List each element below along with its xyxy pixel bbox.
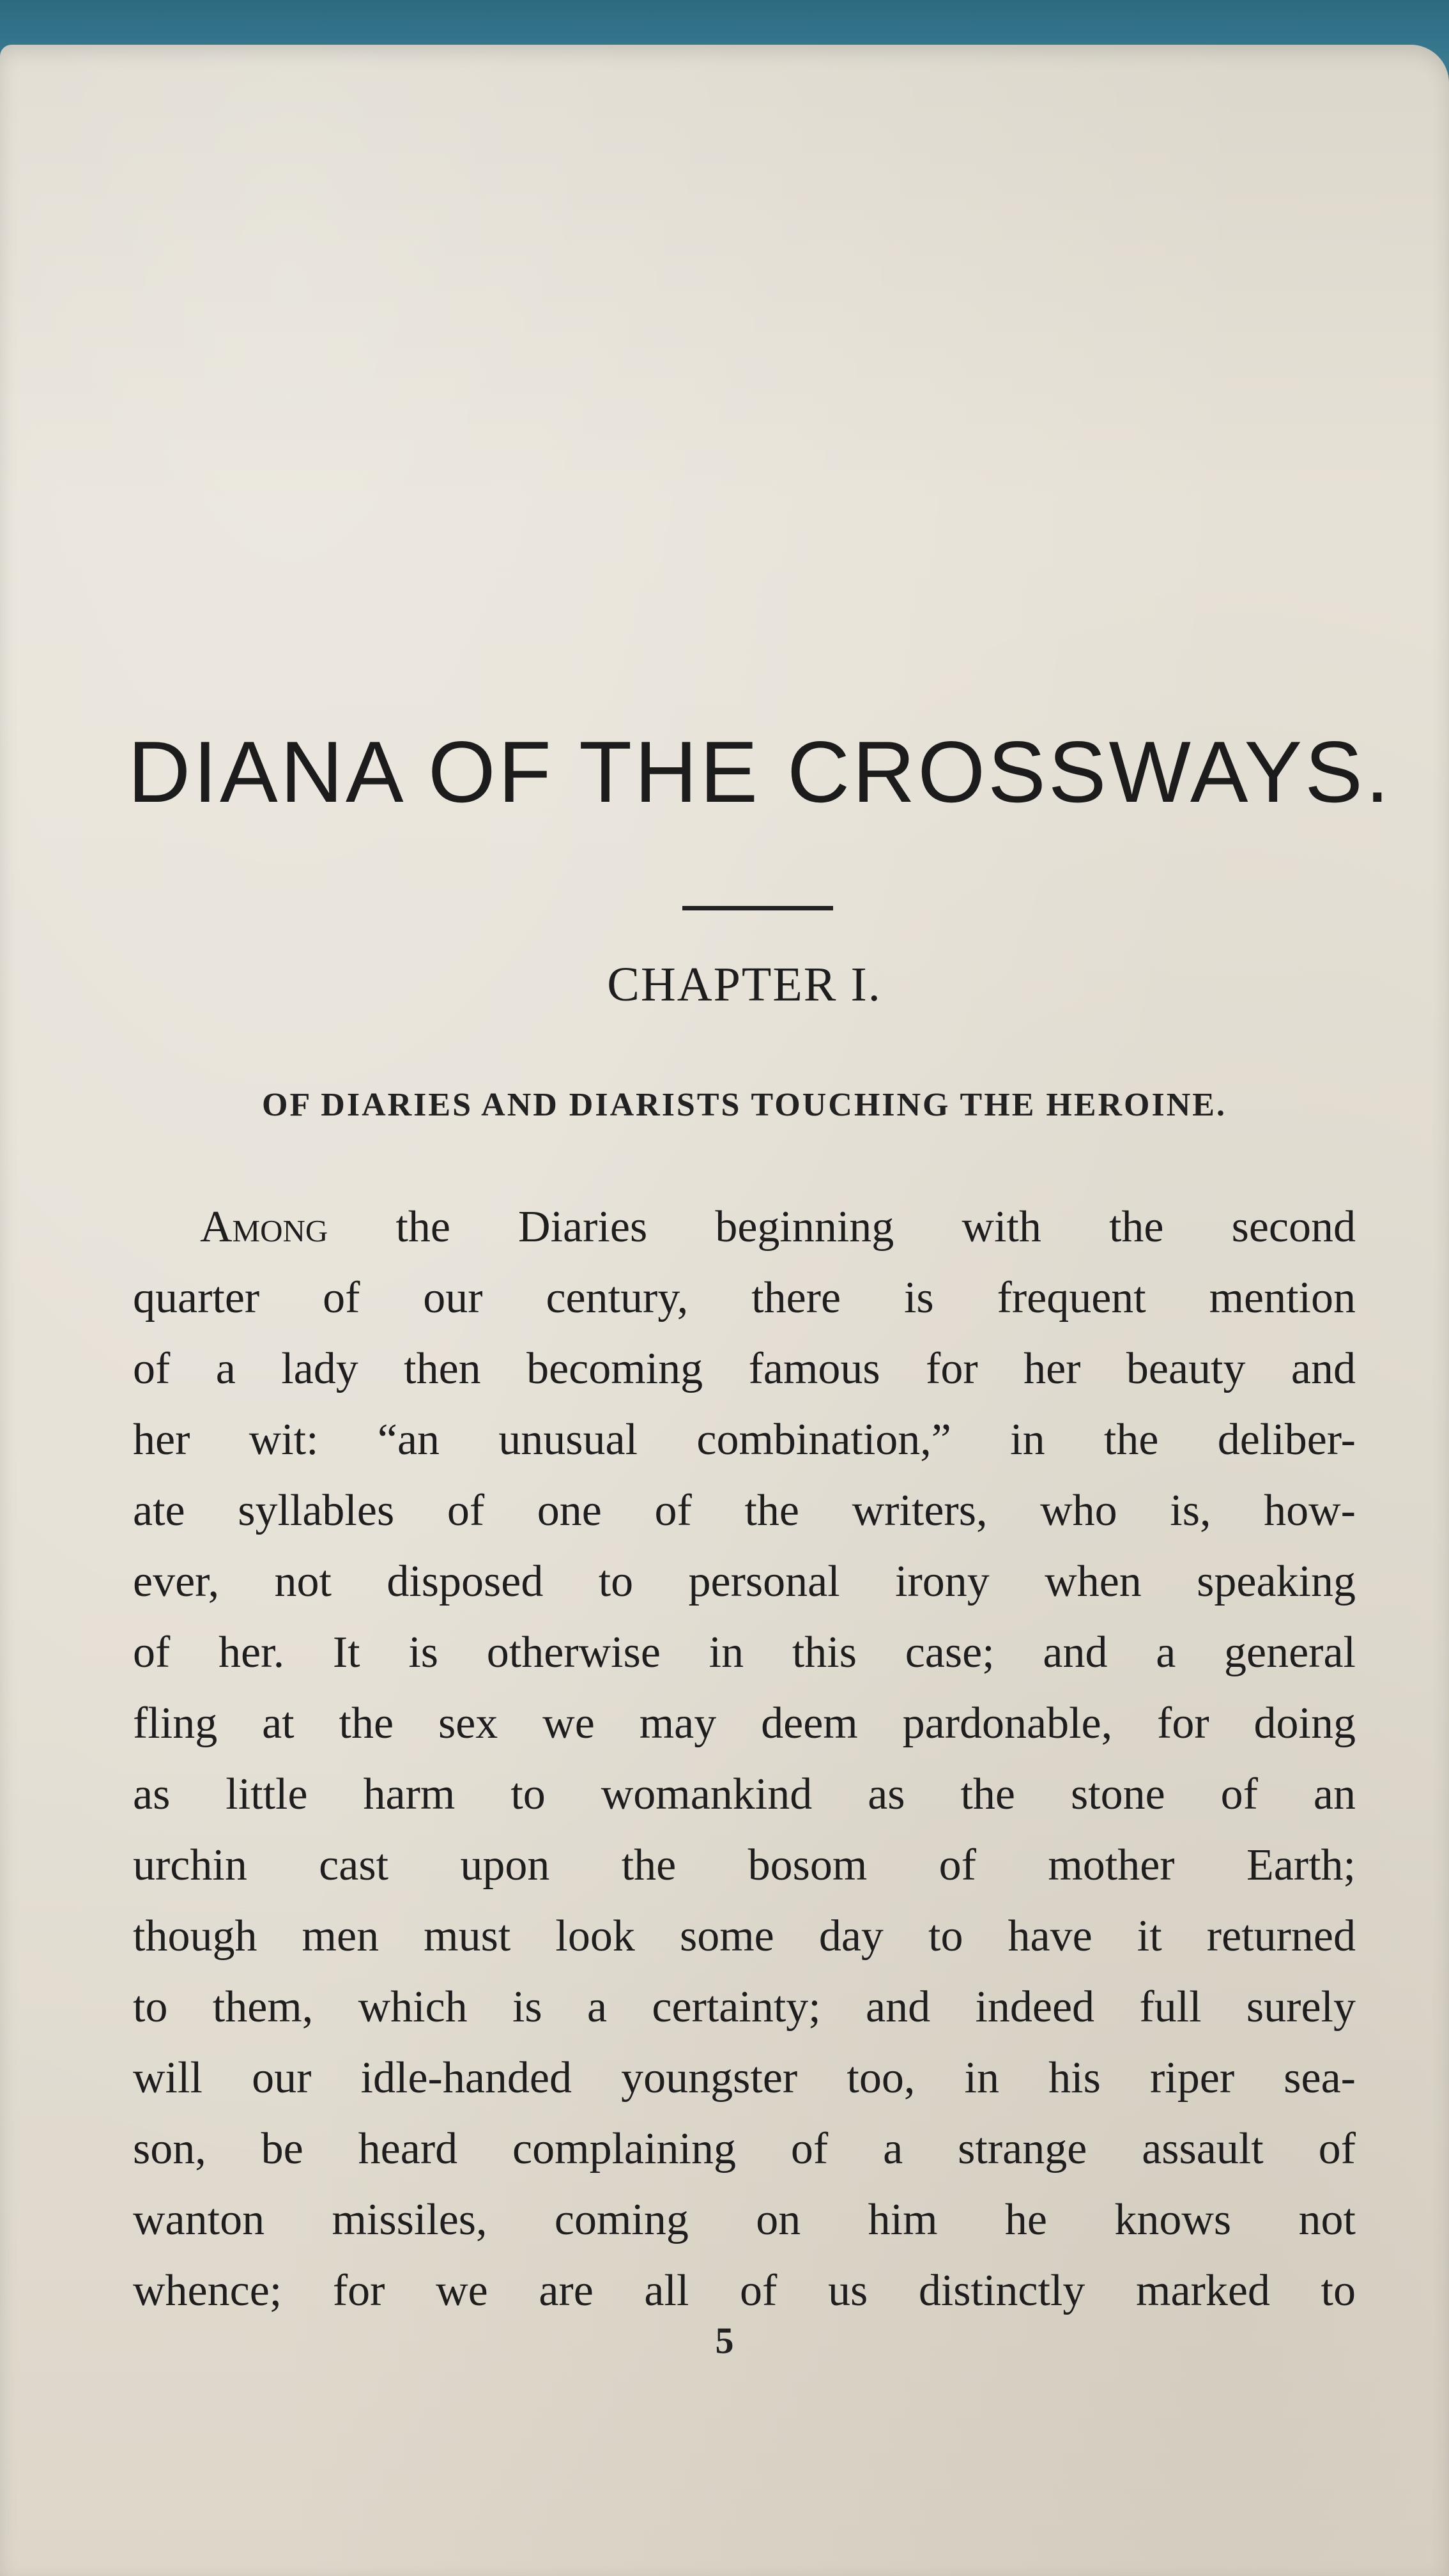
body-line: wanton missiles, coming on him he knows not bbox=[133, 2195, 1356, 2244]
body-line: of a lady then becoming famous for her beauty and bbox=[133, 1344, 1356, 1393]
page-number: 5 bbox=[715, 2320, 734, 2361]
body-line: to them, which is a certainty; and indeed full surely bbox=[133, 1982, 1356, 2032]
body-line: her wit: “an unusual combination,” in the deliber- bbox=[133, 1415, 1356, 1464]
body-line: fling at the sex we may deem pardonable, for doing bbox=[133, 1699, 1356, 1748]
drop-word: Among bbox=[200, 1202, 328, 1252]
chapter-heading: CHAPTER I. bbox=[607, 958, 882, 1011]
body-paragraph bbox=[133, 1192, 1356, 2326]
body-line: whence; for we are all of us distinctly marked to bbox=[133, 2266, 1356, 2315]
body-line: urchin cast upon the bosom of mother Earth; bbox=[133, 1841, 1356, 1890]
body-line: though men must look some day to have it returned bbox=[133, 1912, 1356, 1961]
body-line: will our idle-handed youngster too, in his riper sea- bbox=[133, 2053, 1356, 2103]
first-line-text: the Diaries beginning with the second bbox=[328, 1202, 1356, 1252]
body-line: ate syllables of one of the writers, who is, how- bbox=[133, 1486, 1356, 1535]
body-line: son, be heard complaining of a strange assault of bbox=[133, 2124, 1356, 2174]
book-page bbox=[0, 45, 1449, 2576]
book-title: DIANA OF THE CROSSWAYS. bbox=[128, 723, 1392, 820]
body-line: ever, not disposed to personal irony when speaking bbox=[133, 1557, 1356, 1606]
body-line: of her. It is otherwise in this case; and a general bbox=[133, 1628, 1356, 1677]
body-line: as little harm to womankind as the stone of an bbox=[133, 1770, 1356, 1819]
body-line-first bbox=[133, 1192, 1356, 1262]
chapter-subtitle: OF DIARIES AND DIARISTS TOUCHING THE HEROINE. bbox=[262, 1087, 1227, 1123]
body-line: quarter of our century, there is frequent mention bbox=[133, 1273, 1356, 1322]
title-divider-rule bbox=[682, 906, 833, 910]
